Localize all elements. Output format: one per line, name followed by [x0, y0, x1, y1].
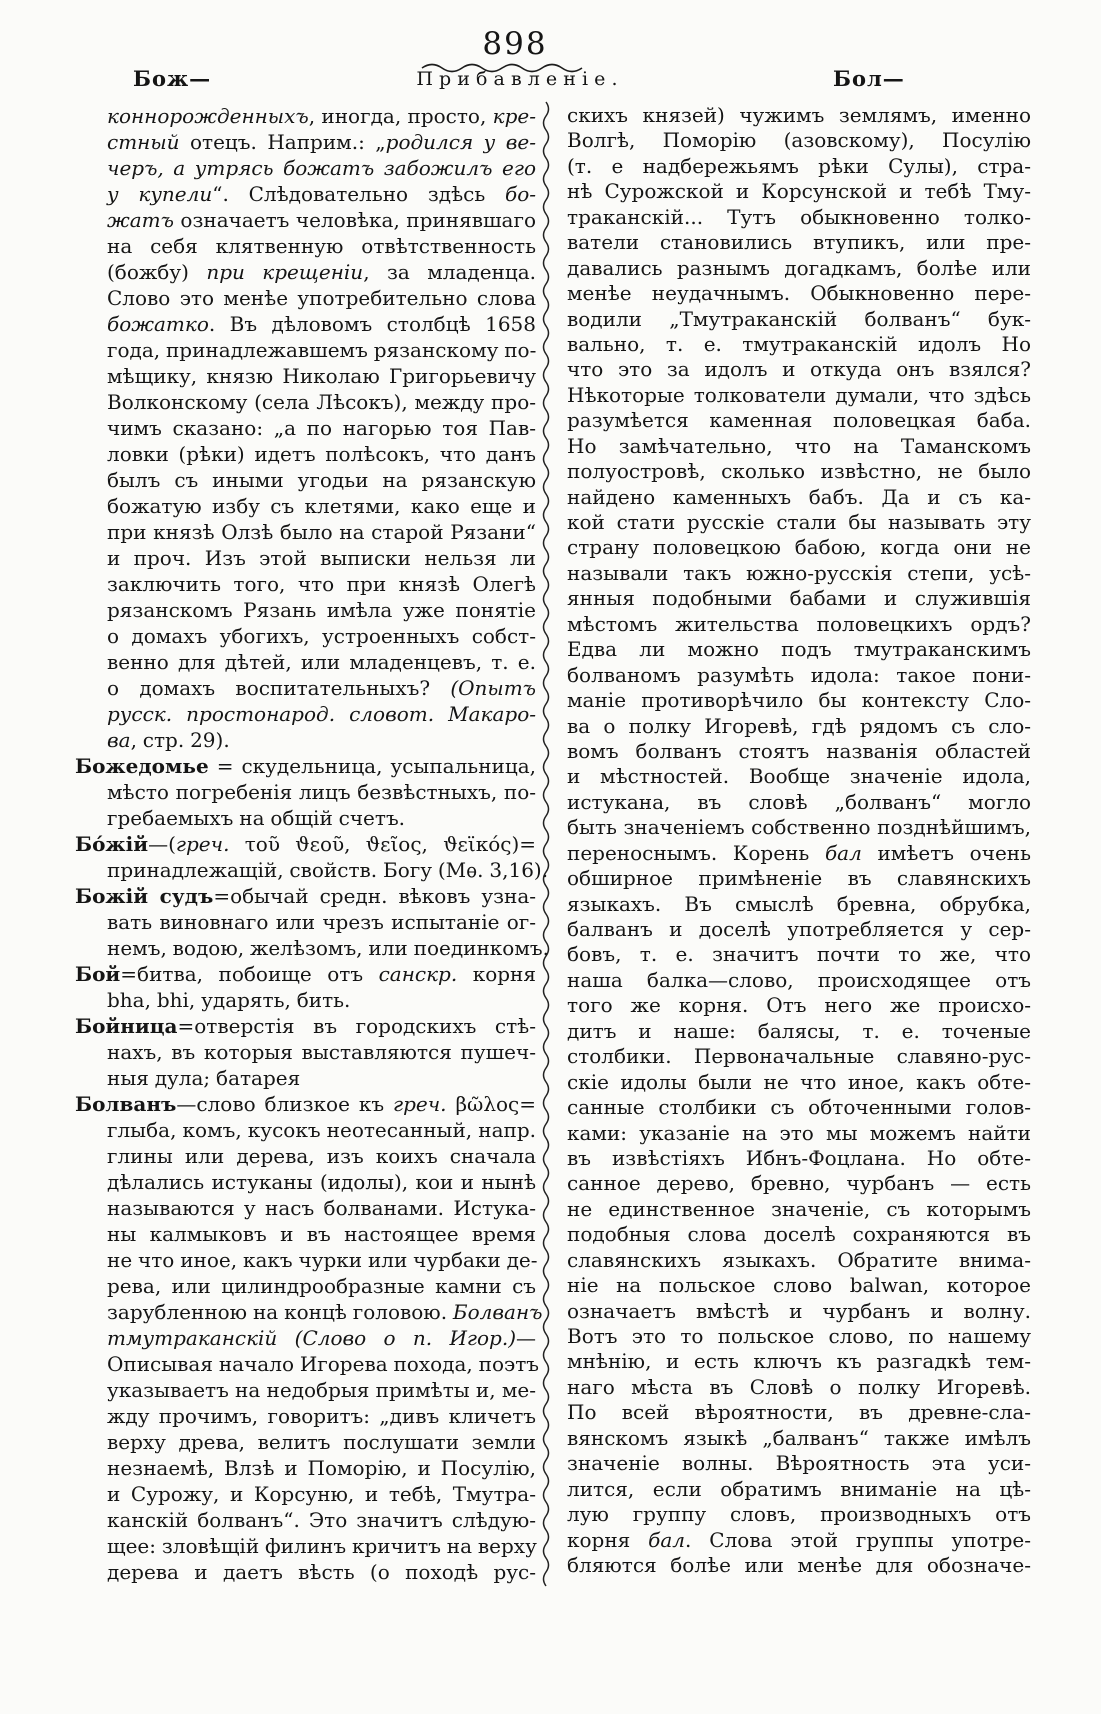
text-line: лится, если обратимъ вниманіе на цѣ- [567, 1476, 1031, 1501]
text-line: гребаемыхъ на общій счетъ. [107, 806, 406, 830]
text-line: божатко. Въ дѣловомъ столбцѣ 1658 [107, 312, 536, 336]
text-line: ніе на польское слово balwan, которое [567, 1273, 1031, 1298]
text-line: Но замѣчательно, что на Таманскомъ [567, 433, 1031, 458]
text-line: года, принадлежавшемъ рязанскому по- [107, 338, 537, 362]
text-line: мѣстомъ жительства половецкихъ ордъ? [567, 611, 1031, 636]
text-line: ныя дула; батарея [107, 1066, 301, 1090]
text-line: мнѣнію, и есть ключъ къ разгадкѣ тем- [567, 1349, 1031, 1374]
text-line: наша балка—слово, происходящее отъ [567, 967, 1031, 992]
text-line: жатъ означаетъ человѣка, принявшаго [107, 208, 536, 232]
text-line: не единственное значеніе, съ которымъ [567, 1196, 1031, 1221]
text-line: на себя клятвенную отвѣтственность [107, 234, 536, 258]
text-line: наго мѣста въ Словѣ о полку Игоревѣ. [567, 1374, 1031, 1399]
text-line: Вотъ это то польское слово, по нашему [567, 1324, 1031, 1348]
text-line: ками: указаніе на это мы можемъ найти [567, 1120, 1031, 1145]
text-line: рева, или цилиндрообразные камни съ [107, 1274, 536, 1298]
text-line: балванъ и доселѣ употребляется у сер- [567, 917, 1031, 941]
text-line: Бо́жій—(греч. τοῦ ϑεοῦ, ϑεῖος, ϑεϊκός)= [75, 832, 536, 856]
text-line: верху древа, велитъ послушати земли [107, 1430, 536, 1454]
text-line: славянскихъ языкахъ. Обратите внима- [567, 1247, 1031, 1272]
text-line: ва о полку Игоревѣ, гдѣ рядомъ съ сло- [567, 713, 1031, 738]
text-line: нѣ Сурожской и Корсунской и тебѣ Тму- [567, 179, 1031, 204]
text-line: По всей вѣроятности, въ древне-сла- [567, 1400, 1031, 1425]
text-line: дѣлались истуканы (идолы), кои и нынѣ [107, 1170, 536, 1194]
text-line: мѣсто погребенія лицъ безвѣстныхъ, по- [107, 780, 536, 804]
text-line: щее: зловѣщій филинъ кричитъ на верху [107, 1534, 537, 1558]
text-line: былъ съ иными угодьи на рязанскую [107, 468, 536, 492]
text-line: незнаемѣ, Влзѣ и Поморію, и Посулію, [107, 1456, 536, 1480]
text-line: Бой=битва, побоище отъ санскр. корня [75, 962, 536, 986]
text-line: быть значеніемъ собственно позднѣйшимъ, [567, 815, 1031, 840]
text-line: бовъ, т. е. значитъ почти то же, что [567, 942, 1031, 967]
text-line: ны калмыковъ и въ настоящее время [107, 1222, 536, 1246]
text-line: и Сурожу, и Корсуню, и тебѣ, Тмутра- [107, 1482, 536, 1506]
text-line: тмутраканскій (Слово о п. Игор.)— [107, 1326, 537, 1350]
text-line: глыба, комъ, кусокъ неотесанный, напр. [107, 1118, 536, 1142]
text-line: (божбу) при крещеніи, за младенца. [107, 260, 537, 284]
text-line: заключить того, что при князѣ Олегѣ [107, 572, 536, 596]
text-line: скихъ князей) чужимъ землямъ, именно [567, 103, 1031, 127]
text-line: менѣе неудачнымъ. Обыкновенно пере- [567, 281, 1031, 306]
text-line: называются у насъ болванами. Истука- [107, 1196, 536, 1220]
page-number: 898 [482, 26, 548, 62]
text-line: вомъ болванъ стоятъ названія областей [567, 738, 1031, 763]
text-line: Волгѣ, Поморію (азовскому), Посулію [567, 128, 1031, 153]
text-line: чимъ сказано: „а по нагорью тоя Пав- [107, 416, 536, 440]
text-line: указываетъ на недобрыя примѣты и, ме- [107, 1378, 536, 1402]
right-column [567, 103, 1031, 1578]
text-line: черъ, а утрясь божатъ забожилъ его [107, 156, 536, 180]
text-line: переноснымъ. Корень бал имѣетъ очень [567, 840, 1031, 865]
text-line: что это за идолъ и откуда онъ взялся? [567, 357, 1031, 382]
text-line: давались разнымъ догадкамъ, болѣе или [567, 255, 1031, 280]
left-column [75, 103, 549, 1585]
text-line: при князѣ Олзѣ было на старой Рязани“ [107, 520, 536, 544]
text-line: bha, bhi, ударять, бить. [107, 988, 351, 1012]
text-line: Слово это менѣе употребительно слова [107, 286, 536, 310]
text-line: называли такъ южно-русскія степи, усѣ- [567, 560, 1031, 585]
text-line: дерева и даетъ вѣсть (о походѣ рус- [107, 1560, 536, 1584]
running-title: Прибавленіе. [416, 68, 624, 90]
text-line: Болванъ—слово близкое къ греч. βῶλος= [75, 1092, 537, 1116]
text-line: страну половецкою бабою, когда они не [567, 535, 1031, 560]
text-line: корня бал. Слова этой группы употре- [567, 1527, 1031, 1552]
text-line: обширное примѣненіе въ славянскихъ [567, 866, 1031, 891]
text-line: маніе противорѣчило бы контексту Сло- [567, 688, 1031, 713]
text-line: бляются болѣе или менѣе для обозначе- [567, 1552, 1031, 1577]
text-line: и мѣстностей. Вообще значеніе идола, [567, 764, 1031, 789]
column-heading-right: Бол— [833, 66, 905, 91]
text-line: Нѣкоторые толкователи думали, что здѣсь [567, 382, 1031, 407]
column-heading-left: Бож— [133, 66, 212, 91]
text-line: подобныя слова доселѣ сохраняются въ [567, 1222, 1031, 1247]
text-line: канскій болванъ“. Это значитъ слѣдую- [107, 1508, 536, 1532]
text-line: венно для дѣтей, или младенцевъ, т. е. [107, 650, 536, 674]
text-line: Описывая начало Игорева похода, поэтъ [107, 1352, 539, 1376]
text-line: траканскій... Тутъ обыкновенно толко- [567, 204, 1031, 229]
text-line: (т. е надбережьямъ рѣки Сулы), стра- [567, 153, 1031, 178]
text-line: о домахъ убогихъ, устроенныхъ собст- [107, 624, 536, 648]
text-line: лую группу словъ, производныхъ отъ [567, 1502, 1031, 1527]
text-line: полуостровѣ, сколько извѣстно, не было [567, 459, 1031, 484]
text-line: Бойница=отверстія въ городскихъ стѣ- [75, 1014, 536, 1038]
text-line: найдено каменныхъ бабъ. Да и съ ка- [567, 484, 1031, 509]
text-line: ловки (рѣки) идетъ полѣсокъ, что данъ [107, 442, 536, 466]
text-line: Едва ли можно подъ тмутраканскимъ [567, 637, 1031, 662]
text-line: нахъ, въ которыя выставляются пушеч- [107, 1040, 536, 1064]
text-line: русск. простонарод. словот. Макаро- [107, 702, 536, 726]
text-line: скіе идолы были не что иное, какъ обте- [567, 1069, 1031, 1094]
text-line: стный отецъ. Наприм.: „родился у ве- [107, 130, 536, 154]
text-line: мѣщику, князю Николаю Григорьевичу [107, 364, 536, 388]
text-line: санные столбики съ обточенными голов- [567, 1095, 1031, 1120]
text-line: не что иное, какъ чурки или чурбаки де- [107, 1248, 538, 1272]
text-line: Божій судъ=обычай средн. вѣковъ узна- [75, 884, 537, 908]
text-line: рязанскомъ Рязань имѣла уже понятіе [107, 598, 536, 622]
text-line: Божедомье = скудельница, усыпальница, [75, 754, 536, 778]
text-line: принадлежащій, свойств. Богу (Мѳ. 3,16). [107, 858, 549, 882]
text-line: санное дерево, бревно, чурбанъ — есть [567, 1171, 1031, 1196]
text-line: ватели становились втупикъ, или пре- [567, 230, 1031, 255]
running-header [0, 66, 1101, 96]
text-line: значеніе волны. Вѣроятность эта уси- [567, 1451, 1031, 1476]
text-line: о домахъ воспитательныхъ? (Опытъ [107, 676, 536, 700]
text-line: кой стати русскіе стали бы называть эту [567, 510, 1031, 534]
text-line: у купели“. Слѣдовательно здѣсь бо- [107, 182, 536, 206]
text-line: коннорожденныхъ, иногда, просто, кре- [107, 104, 536, 128]
text-line: истукана, въ словѣ „болванъ“ могло [567, 789, 1031, 814]
text-line: разумѣется каменная половецкая баба. [567, 408, 1031, 433]
text-line: вать виновнаго или чрезъ испытаніе ог- [107, 910, 536, 934]
text-line: немъ, водою, желѣзомъ, или поединкомъ. [107, 936, 549, 960]
column-divider [538, 100, 554, 1595]
text-line: языкахъ. Въ смыслѣ бревна, обрубка, [567, 891, 1031, 916]
text-line: янныя подобными бабами и служившія [567, 586, 1031, 611]
text-line: болваномъ разумѣть идола: такое пони- [567, 662, 1031, 687]
text-line: ва, стр. 29). [107, 728, 230, 752]
text-line: столбики. Первоначальные славяно-рус- [567, 1044, 1031, 1069]
text-line: дитъ и наше: балясы, т. е. точеные [567, 1018, 1031, 1043]
text-line: и проч. Изъ этой выписки нельзя ли [107, 546, 536, 570]
text-line: того же корня. Отъ него же происхо- [567, 993, 1031, 1018]
text-line: въ извѣстіяхъ Ибнъ-Фоцлана. Но обте- [567, 1145, 1031, 1170]
text-line: вянскомъ языкѣ „балванъ“ также имѣлъ [567, 1425, 1031, 1450]
text-line: Волконскому (села Лѣсокъ), между про- [107, 390, 536, 414]
text-line: водили „Тмутраканскій болванъ“ бук- [567, 306, 1031, 331]
text-line: жду прочимъ, говоритъ: „дивъ кличетъ [107, 1404, 536, 1428]
text-line: глины или дерева, изъ коихъ сначала [107, 1144, 536, 1168]
text-line: зарубленною на концѣ головою. Болванъ [107, 1300, 543, 1324]
text-line: вально, т. е. тмутраканскій идолъ Но [567, 331, 1031, 356]
text-line: означаетъ вмѣстѣ и чурбанъ и волну. [567, 1298, 1031, 1323]
text-line: божатую избу съ клетями, како еще и [107, 494, 536, 518]
